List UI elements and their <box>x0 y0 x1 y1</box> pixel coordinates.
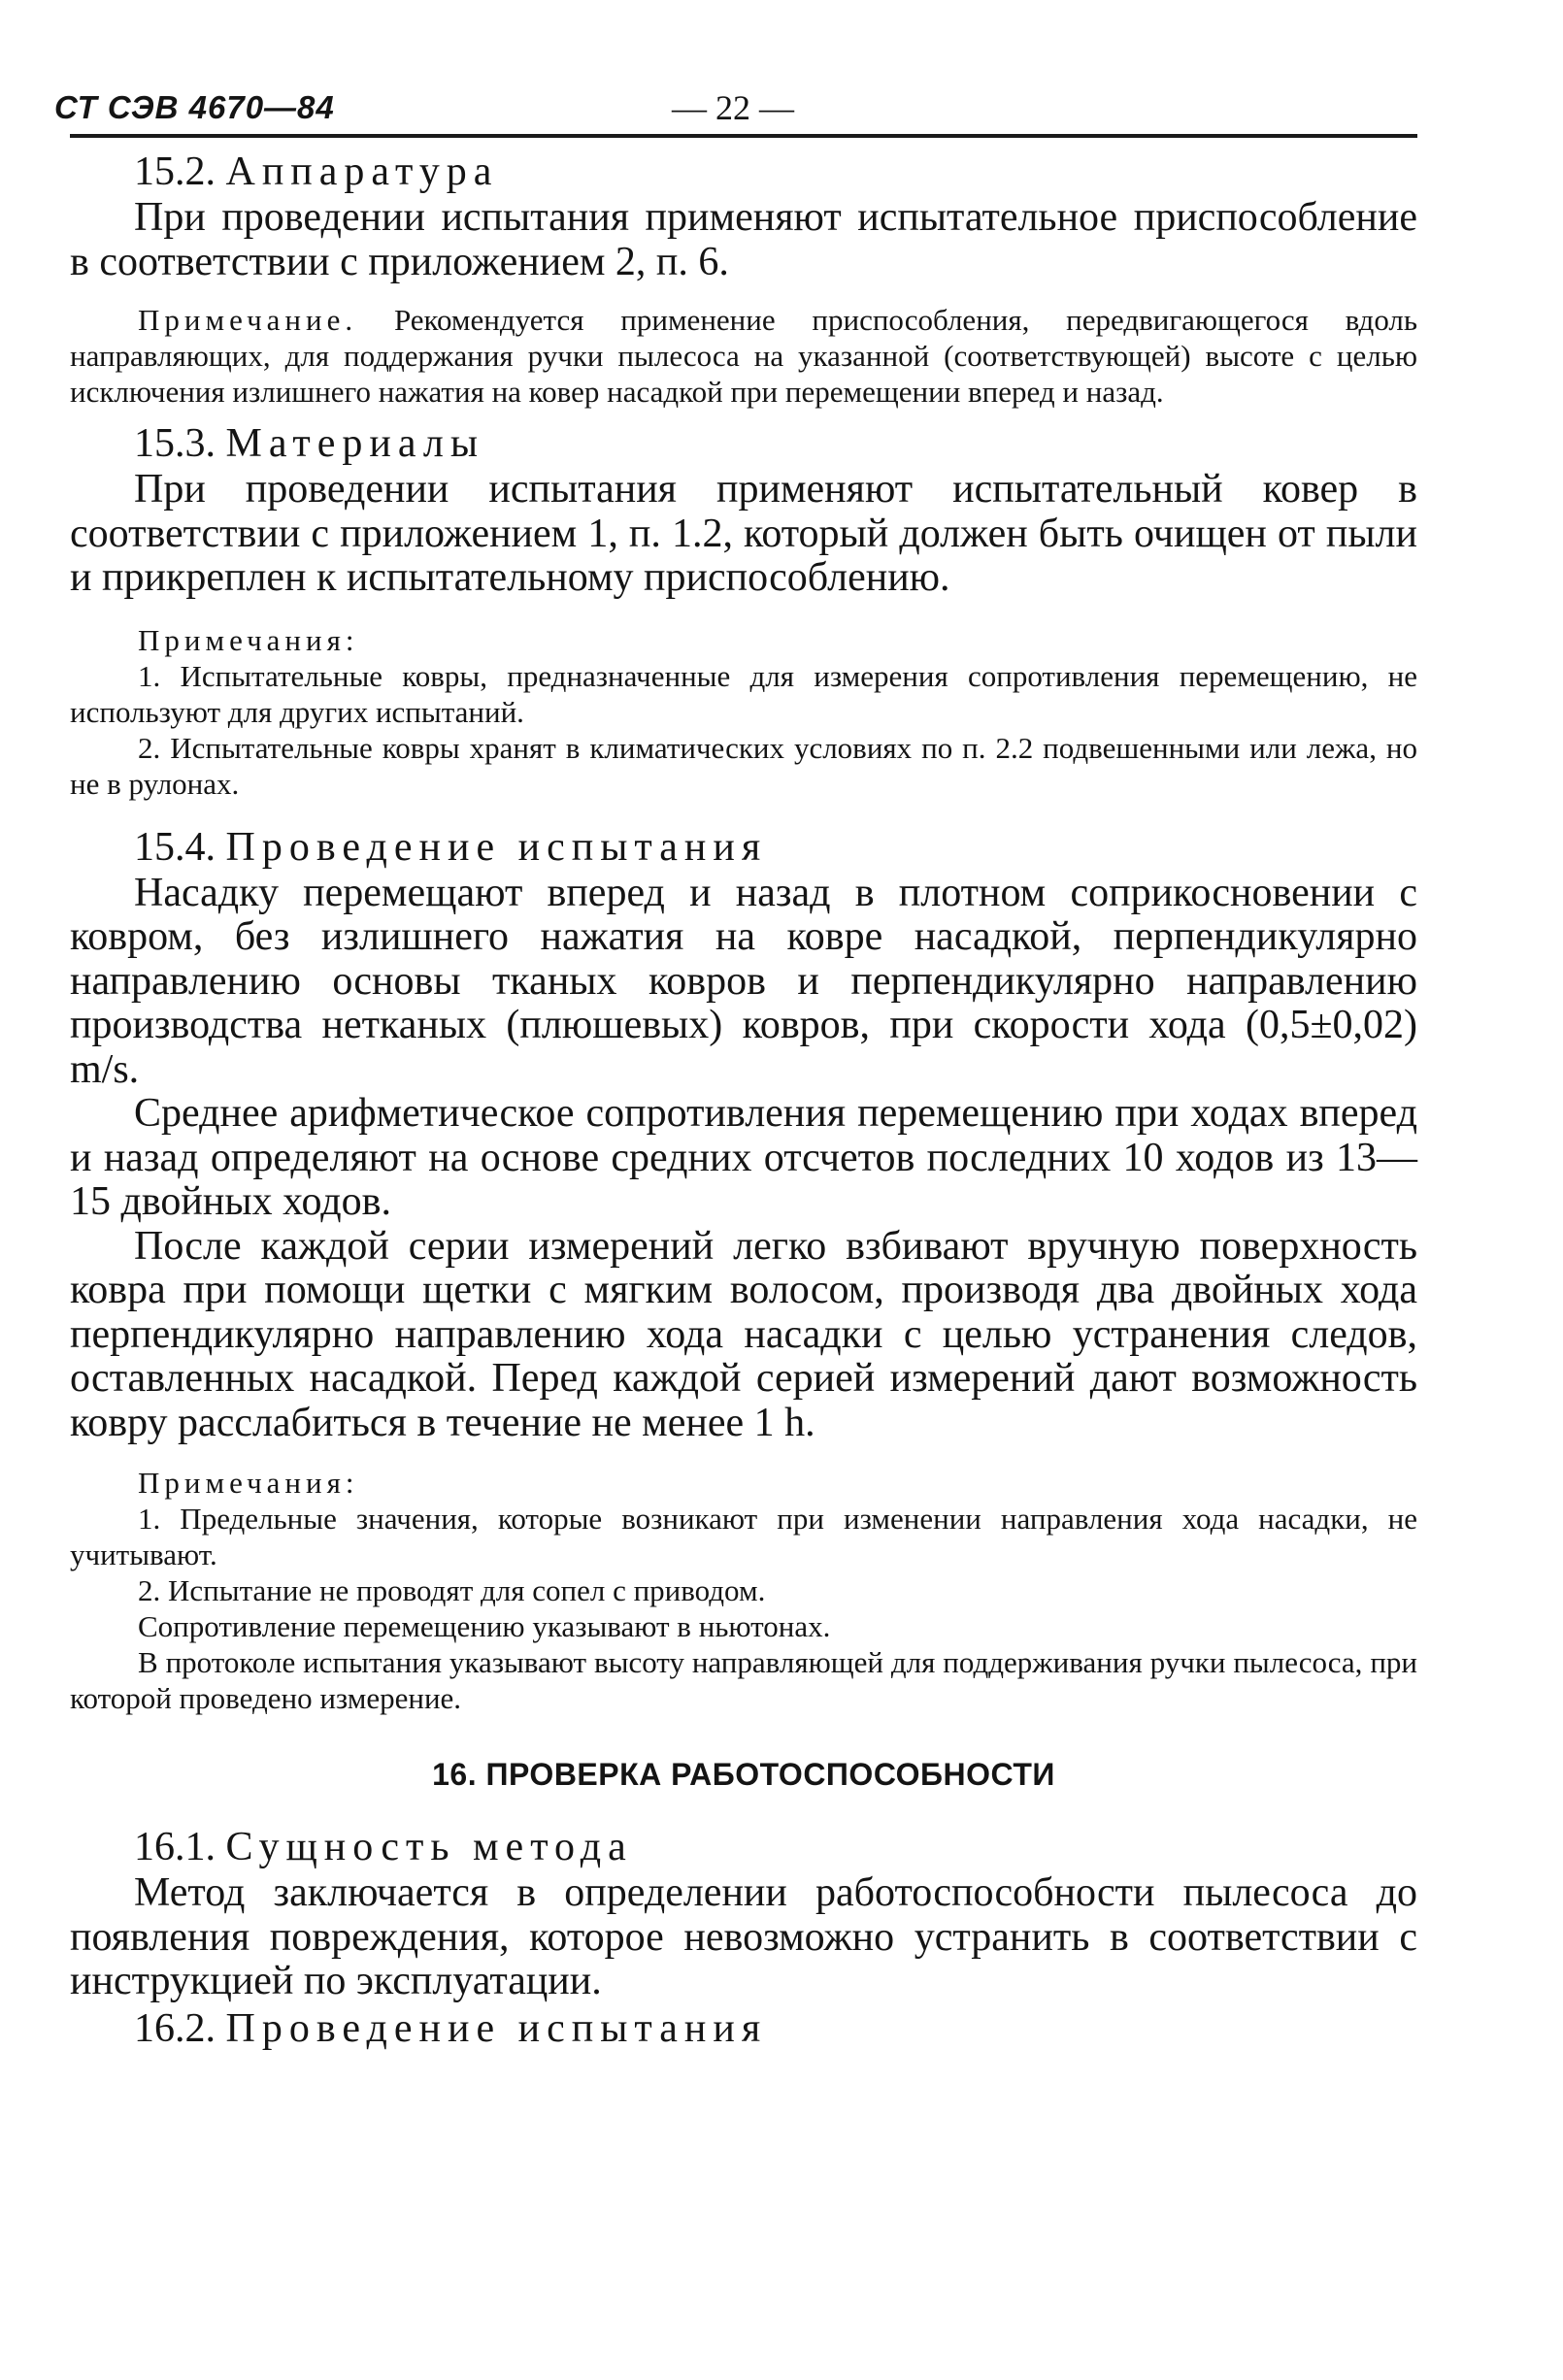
section-title: Проведение испытания <box>225 824 768 870</box>
section-number: 15.2. <box>134 149 216 194</box>
page-number: — 22 — <box>672 88 794 127</box>
section-15-2-heading <box>70 148 1417 196</box>
section-15-2-text: При проведении испытания применяют испытательное приспособление в соответствии с приложением 2, п. 6. <box>70 195 1417 284</box>
section-15-3-text: При проведении испытания применяют испытательный ковер в соответствии с приложением 1, п. 1.2, который должен быть очищен от пыли и прикреплен к испытательному приспособлению. <box>70 467 1417 600</box>
section-15-2-note <box>70 302 1417 410</box>
section-16-1-heading <box>70 1823 1417 1871</box>
section-16-heading: 16. ПРОВЕРКА РАБОТОСПОСОБНОСТИ <box>432 1757 1055 1792</box>
page-header <box>54 83 1417 138</box>
section-number: 15.3. <box>134 421 216 466</box>
section-number: 15.4. <box>134 824 216 870</box>
section-title: Материалы <box>225 421 485 466</box>
section-15-4-note-3: Сопротивление перемещению указывают в ньютонах. <box>138 1609 831 1643</box>
standard-id: СТ СЭВ 4670—84 <box>54 89 335 125</box>
section-15-4-heading <box>70 823 1417 872</box>
section-15-3-note-2: 2. Испытательные ковры хранят в климатических условиях по п. 2.2 подвешенными или лежа, но не в рулонах. <box>70 730 1417 801</box>
note-label: Примечание. <box>138 303 358 337</box>
section-title: Сущность метода <box>225 1825 633 1869</box>
section-15-3-heading <box>70 419 1417 468</box>
section-15-4-paragraph-1: Насадку перемещают вперед и назад в плотном соприкосновении с ковром, без излишнего нажатия на ковре насадкой, перпендикулярно направлению основы тканых ковров и перпендикулярно направлению производства нетканых (плюшевых) ковров, при скорости хода (0,5±0,02) m/s. <box>70 870 1417 1092</box>
section-title: Проведение испытания <box>225 2005 768 2051</box>
section-15-4-notes-label: Примечания: <box>138 1466 359 1500</box>
section-15-4-paragraph-2: Среднее арифметическое сопротивления перемещению при ходах вперед и назад определяют на основе средних отсчетов последних 10 ходов из 13—15 двойных ходов. <box>70 1091 1417 1224</box>
section-15-4-paragraph-3: После каждой серии измерений легко взбивают вручную поверхность ковра при помощи щетки с мягким волосом, производя два двойных хода перпендикулярно направлению хода насадки с целью устранения следов, оставленных насадкой. Перед каждой серией измерений дают возможность ковру расслабиться в течение не менее 1 h. <box>70 1223 1417 1445</box>
section-15-4-note-4: В протоколе испытания указывают высоту направляющей для поддерживания ручки пылесоса, при которой проведено измерение. <box>70 1645 1417 1715</box>
document-page <box>54 83 1418 2053</box>
section-15-4-note-2: 2. Испытание не проводят для сопел с приводом. <box>138 1573 766 1607</box>
section-15-3-notes-label: Примечания: <box>138 622 359 657</box>
section-15-4-note-1: 1. Предельные значения, которые возникают при изменении направления хода насадки, не учитывают. <box>70 1502 1417 1571</box>
note-text: Рекомендуется применение приспособления, передвигающегося вдоль направляющих, для поддержания ручки пылесоса на указанной (соответствующей) высоте с целью исключения излишнего нажатия на ковер насадкой при перемещении вперед и назад. <box>70 303 1418 409</box>
section-title: Аппаратура <box>225 149 499 194</box>
section-number: 16.1. <box>134 1825 216 1869</box>
section-16-2-heading <box>70 2004 1417 2053</box>
section-16-1-text: Метод заключается в определении работоспособности пылесоса до появления повреждения, которое невозможно устранить в соответствии с инструкцией по эксплуатации. <box>70 1870 1417 2003</box>
section-15-3-note-1: 1. Испытательные ковры, предназначенные для измерения сопротивления перемещению, не используют для других испытаний. <box>70 658 1417 729</box>
section-number: 16.2. <box>134 2005 216 2051</box>
